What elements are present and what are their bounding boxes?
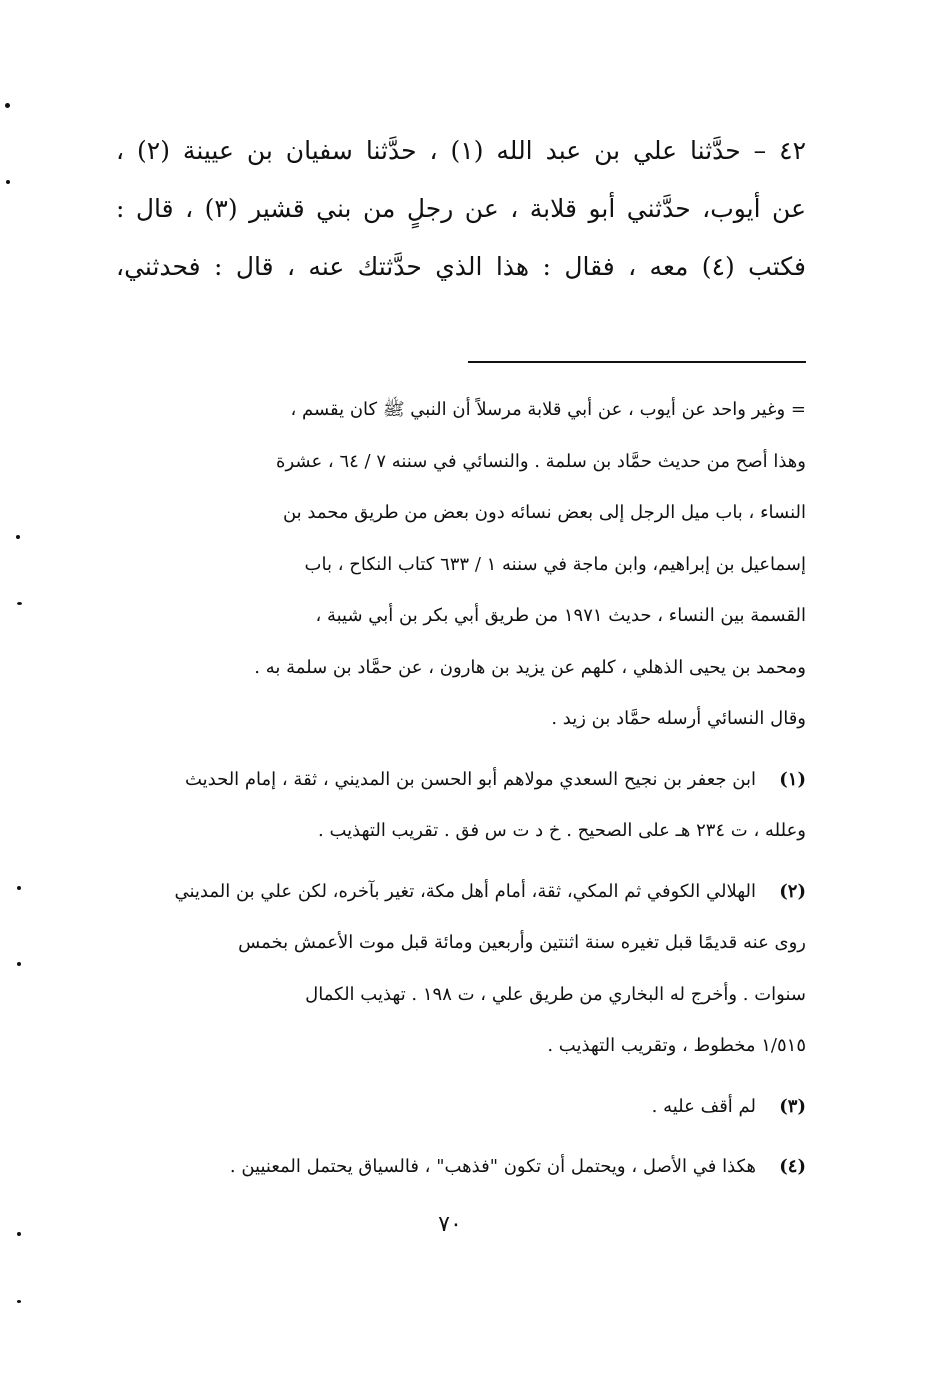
footnote-line: النساء ، باب ميل الرجل إلى بعض نسائه دون بعض من طريق محمد بن — [282, 502, 806, 523]
footnote-number: (٤) — [779, 1156, 806, 1177]
hadith-line: ٤٢ – حدَّثنا علي بن عبد الله (١) ، حدَّثنا سفيان بن عيينة (٢) ، — [116, 136, 806, 165]
hadith-text — [116, 122, 806, 296]
footnote-line: ومحمد بن يحيى الذهلي ، كلهم عن يزيد بن هارون ، عن حمَّاد بن سلمة به . — [254, 656, 806, 678]
margin-speck — [5, 103, 10, 108]
footnote-number: (٣) — [779, 1095, 806, 1117]
footnote-2 — [116, 866, 806, 1072]
margin-speck — [17, 962, 21, 966]
footnote-line: لم أقف عليه . — [651, 1095, 756, 1117]
footnote-1 — [116, 754, 806, 857]
footnote-line: القسمة بين النساء ، حديث ١٩٧١ من طريق أبي بكر بن أبي شيبة ، — [315, 605, 806, 626]
footnote-3 — [116, 1081, 806, 1133]
hadith-line: فكتب (٤) معه ، فقال : هذا الذي حدَّثتك عنه ، قال : فحدثني، — [116, 252, 806, 281]
margin-speck — [17, 886, 21, 890]
footnote-line: وهذا أصح من حديث حمَّاد بن سلمة . والنسائي في سننه ٧ / ٦٤ ، عشرة — [276, 450, 806, 472]
footnote-line: ١/٥١٥ مخطوط ، وتقريب التهذيب . — [547, 1035, 806, 1056]
footnote-line: ابن جعفر بن نجيح السعدي مولاهم أبو الحسن بن المديني ، ثقة ، إمام الحديث — [184, 768, 756, 790]
footnote-number: (٢) — [779, 880, 806, 902]
margin-speck — [6, 180, 10, 184]
margin-speck — [17, 1232, 21, 1236]
page-number: ٧٠ — [438, 1212, 462, 1237]
footnote-4 — [116, 1141, 806, 1193]
footnote-line: هكذا في الأصل ، ويحتمل أن تكون "فذهب" ، فالسياق يحتمل المعنيين . — [229, 1156, 756, 1177]
footnote-line: روى عنه قديمًا قبل تغيره سنة اثنتين وأربعين ومائة قبل موت الأعمش بخمس — [238, 932, 806, 953]
footnote-line: وقال النسائي أرسله حمَّاد بن زيد . — [551, 708, 806, 729]
footnote-line: وعلله ، ت ٢٣٤ هـ على الصحيح . خ د ت س فق . تقريب التهذيب . — [318, 820, 806, 841]
margin-speck — [17, 1300, 21, 1303]
footnote-line: سنوات . وأخرج له البخاري من طريق علي ، ت ١٩٨ . تهذيب الكمال — [305, 983, 806, 1005]
footnote-line: الهلالي الكوفي ثم المكي، ثقة، أمام أهل مكة، تغير بآخره، لكن علي بن المديني — [174, 880, 756, 902]
margin-speck — [16, 535, 20, 539]
footnote-line: = وغير واحد عن أيوب ، عن أبي قلابة مرسلاً أن النبي ﷺ كان يقسم ، — [290, 399, 806, 420]
margin-speck — [17, 602, 22, 605]
hadith-line: عن أيوب، حدَّثني أبو قلابة ، عن رجلٍ من بني قشير (٣) ، قال : — [116, 194, 806, 223]
footnotes — [116, 384, 806, 1202]
footnote-line: إسماعيل بن إبراهيم، وابن ماجة في سننه ١ / ٦٣٣ كتاب النكاح ، باب — [304, 553, 806, 575]
footnote-separator — [468, 361, 806, 363]
footnote-number: (١) — [779, 768, 806, 790]
footnote-continuation — [116, 384, 806, 745]
